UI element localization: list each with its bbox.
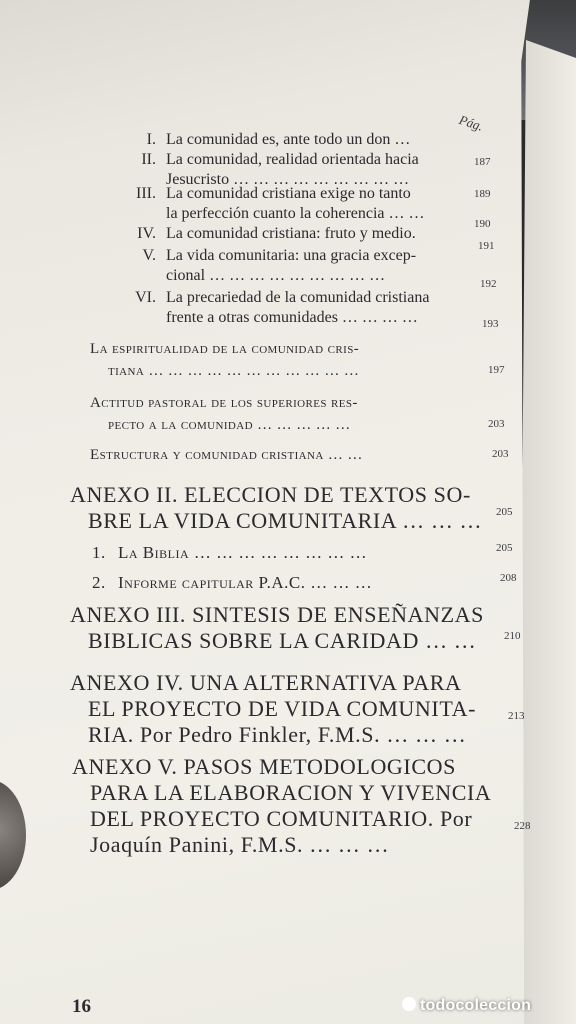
toc-annex-2-page: 205	[496, 506, 513, 518]
toc-entry-3: III. La comunidad cristiana exige no tanto la perfección cuanto la coherencia … …	[136, 185, 425, 222]
toc-entry-1: I. La comunidad es, ante todo un don …	[146, 131, 411, 148]
toc-annex-4-page: 213	[508, 710, 525, 722]
toc-annex-5-page: 228	[514, 820, 531, 832]
page-number: 16	[72, 996, 91, 1017]
toc-subitem-2-page: 208	[500, 572, 517, 584]
toc-entry-6-page: 192	[480, 278, 497, 290]
toc-subitem-1-page: 205	[496, 542, 513, 554]
toc-subitem-1: 1. La Biblia … … … … … … … …	[92, 543, 368, 562]
toc-subitem-2: 2. Informe capitular P.A.C. … … …	[92, 573, 373, 592]
toc-entry-extra-page: 193	[482, 318, 499, 330]
toc-entry-4-page: 190	[474, 218, 491, 230]
toc-annex-4: ANEXO IV. UNA ALTERNATIVA PARA EL PROYECTO DE VIDA COMUNITA- RIA. Por Pedro Finkler, F.M.S. … … …	[70, 670, 477, 747]
toc-annex-3-page: 210	[504, 630, 521, 642]
toc-section-3: Estructura y comunidad cristiana … …	[90, 447, 363, 463]
facing-page-edge	[518, 40, 576, 1024]
toc-annex-2: ANEXO II. ELECCION DE TEXTOS SO- BRE LA VIDA COMUNITARIA … … …	[70, 482, 483, 533]
toc-entry-6: VI. La precariedad de la comunidad cristiana frente a otras comunidades … … … …	[135, 289, 430, 326]
watermark: todocoleccion	[402, 997, 531, 1015]
toc-section-1-page: 197	[488, 364, 505, 376]
toc-entry-5-page: 191	[478, 240, 495, 252]
toc-entry-4: IV. La comunidad cristiana: fruto y medio.	[137, 225, 416, 242]
toc-entry-2-page: 187	[474, 156, 491, 168]
toc-section-3-page: 203	[492, 448, 509, 460]
toc-section-1: La espiritualidad de la comunidad cris- tiana … … … … … … … … … … …	[90, 341, 360, 379]
toc-entry-2: II. La comunidad, realidad orientada hacia Jesucristo … … … … … … … … …	[141, 151, 419, 188]
watermark-logo-icon	[402, 997, 416, 1011]
toc-annex-3: ANEXO III. SINTESIS DE ENSEÑANZAS BIBLICAS SOBRE LA CARIDAD … …	[70, 602, 484, 653]
toc-section-2: Actitud pastoral de los superiores res- pecto a la comunidad … … … … …	[90, 395, 358, 433]
toc-section-2-page: 203	[488, 418, 505, 430]
page-column-header: Pág.	[457, 112, 486, 134]
toc-entry-3-page: 189	[474, 188, 491, 200]
toc-annex-5: ANEXO V. PASOS METODOLOGICOS PARA LA ELABORACION Y VIVENCIA DEL PROYECTO COMUNITARIO. Por Joaquín Panini, F.M.S. … … …	[72, 754, 492, 857]
toc-entry-5: V. La vida comunitaria: una gracia excep- cional … … … … … … … … …	[142, 247, 417, 284]
